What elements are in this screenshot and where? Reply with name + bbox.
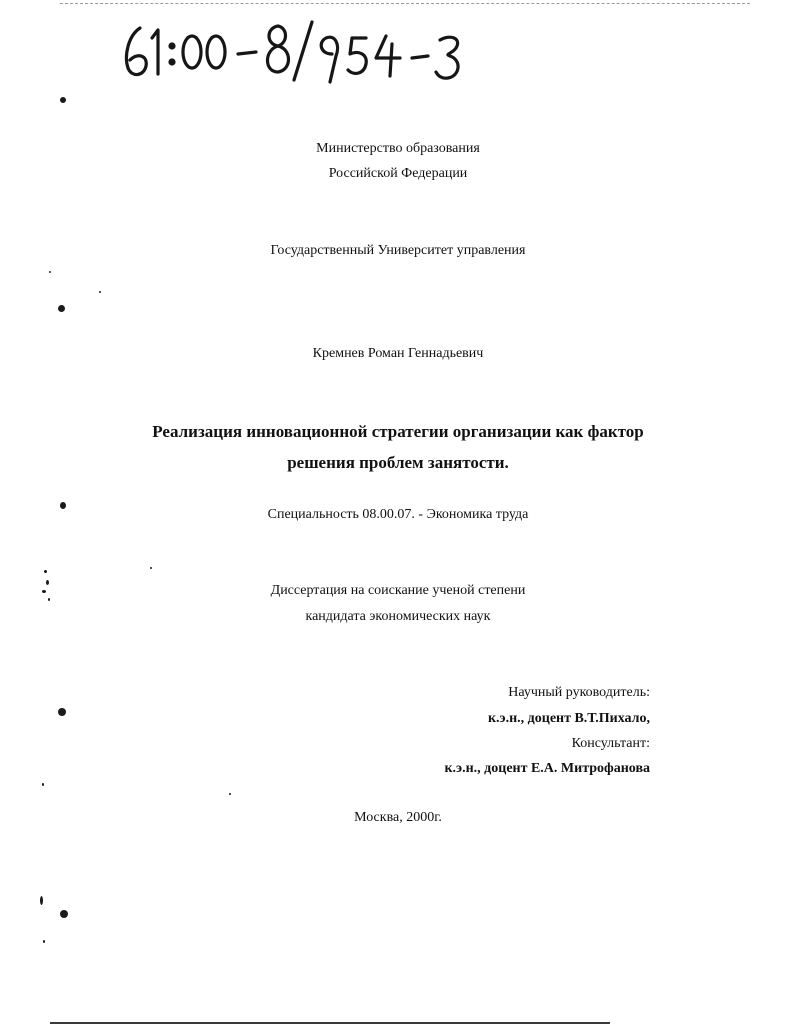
degree-line-2: кандидата экономических наук bbox=[305, 609, 491, 624]
scan-artifact-top-line bbox=[60, 3, 750, 4]
scan-speck bbox=[40, 896, 43, 905]
handwritten-archive-code bbox=[118, 16, 478, 86]
consultant-label: Консультант: bbox=[571, 736, 650, 751]
dissertation-title-line-1: Реализация инновационной стратегии организации как фактор bbox=[152, 422, 644, 441]
degree-line-1: Диссертация на соискание ученой степени bbox=[270, 583, 526, 598]
specialty: Специальность 08.00.07. - Экономика труда bbox=[267, 507, 529, 522]
scan-speck bbox=[44, 570, 47, 573]
scan-speck bbox=[99, 291, 101, 293]
scan-speck bbox=[229, 793, 231, 795]
dissertation-title-line-2: решения проблем занятости. bbox=[287, 453, 509, 472]
ministry-line-2: Российской Федерации bbox=[328, 166, 468, 181]
scan-speck bbox=[150, 567, 152, 569]
scan-speck bbox=[60, 910, 68, 918]
scan-artifact-bottom-line bbox=[50, 1022, 610, 1024]
scan-speck bbox=[43, 940, 45, 943]
scan-speck bbox=[58, 305, 65, 312]
university-name: Государственный Университет управления bbox=[270, 243, 526, 258]
scan-speck bbox=[60, 97, 66, 103]
place-year: Москва, 2000г. bbox=[354, 810, 442, 825]
ministry-line-1: Министерство образования bbox=[316, 141, 480, 156]
scan-speck bbox=[42, 783, 44, 786]
supervisor-label: Научный руководитель: bbox=[508, 685, 650, 700]
supervisor-name: к.э.н., доцент В.Т.Пихало, bbox=[487, 711, 650, 726]
scan-speck bbox=[49, 271, 51, 273]
author-name: Кремнев Роман Геннадьевич bbox=[312, 346, 484, 361]
consultant-name: к.э.н., доцент Е.А. Митрофанова bbox=[444, 761, 650, 776]
scan-speck bbox=[58, 708, 66, 716]
